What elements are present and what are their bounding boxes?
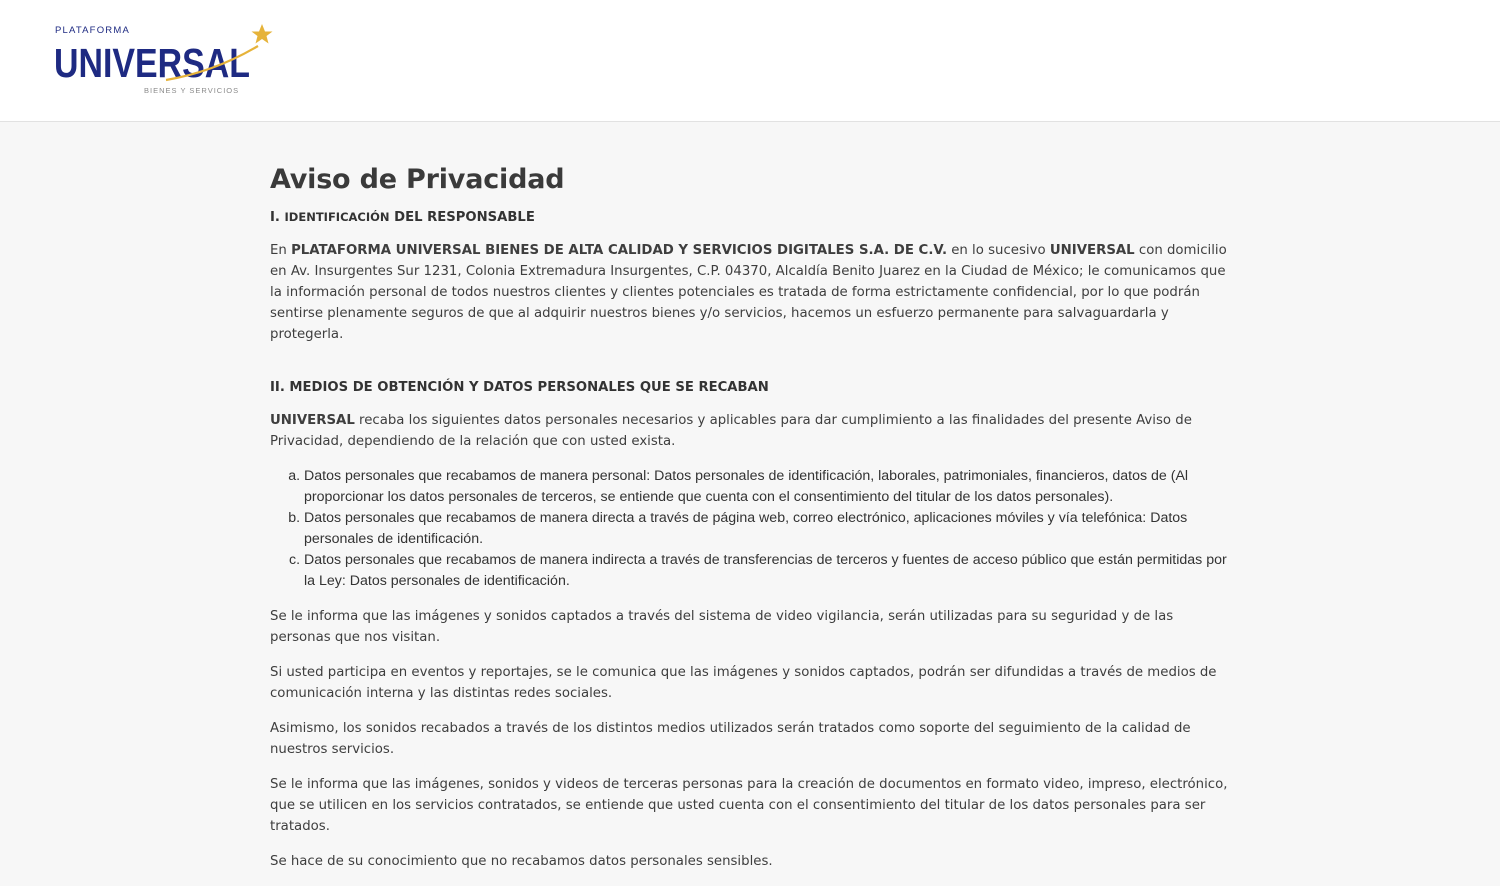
page-title: Aviso de Privacidad	[270, 164, 565, 195]
sensitive-data-paragraph: Se hace de su conocimiento que no recabamos datos personales sensibles.	[270, 854, 773, 869]
logo-top-text: PLATAFORMA	[55, 25, 130, 36]
data-collection-list	[270, 466, 1230, 592]
list-item: c. Datos personales que recabamos de manera indirecta a través de transferencias de terceros y fuentes de acceso público que están permitidas por la Ley: Datos personales de identificación.	[304, 550, 1230, 592]
s1-text-1: En	[270, 243, 292, 258]
events-paragraph: Si usted participa en eventos y reportajes, se le comunica que las imágenes y sonidos captados, podrán ser difundidas a través de medios de comunicación interna y las distintas redes sociales.	[270, 665, 1217, 701]
s1-text-3: con domicilio en Av. Insurgentes Sur 1231, Colonia Extremadura Insurgentes, C.P. 04370, Alcaldía Benito Juarez en la Ciudad de México; le comunicamos que la información personal de todos nuestros clientes y clientes potenciales es tratada de forma estrictamente confidencial, por lo que podrán sentirse plenamente seguros de que al adquirir nuestros bienes y/o servicios, hacemos un esfuerzo permanente para salvaguardarla y protegerla.	[270, 243, 1227, 342]
section-1-title	[270, 208, 1230, 227]
section-2-title	[270, 379, 1230, 397]
video-surveillance-paragraph: Se le informa que las imágenes y sonidos captados a través del sistema de video vigilancia, serán utilizadas para su seguridad y de las personas que nos visitan.	[270, 609, 1174, 645]
privacy-notice-content	[270, 162, 1230, 886]
section-1-title-rest: DEL RESPONSABLE	[394, 210, 535, 225]
company-short-name: UNIVERSAL	[1049, 243, 1135, 258]
section-2-numeral: II.	[270, 380, 285, 395]
company-legal-name: PLATAFORMA UNIVERSAL BIENES DE ALTA CALIDAD Y SERVICIOS DIGITALES S.A. DE C.V.	[291, 243, 947, 258]
logo-sub-text: BIENES Y SERVICIOS	[144, 86, 240, 95]
section-1-numeral: I.	[270, 210, 280, 225]
s1-text-2: en lo sucesivo	[947, 243, 1050, 258]
third-party-media-paragraph: Se le informa que las imágenes, sonidos y videos de terceras personas para la creación de documentos en formato video, impreso, electrónico, que se utilicen en los servicios contratados, se entiende que usted cuenta con el consentimiento del titular de los datos personales para ser tratados.	[270, 777, 1228, 834]
section-spacer	[270, 359, 1230, 379]
sound-quality-paragraph: Asimismo, los sonidos recabados a través de los distintos medios utilizados serán tratados como soporte del seguimiento de la calidad de nuestros servicios.	[270, 721, 1191, 757]
logo-graphic	[54, 22, 274, 98]
section-2-title-text: MEDIOS DE OBTENCIÓN Y DATOS PERSONALES QUE SE RECABAN	[289, 380, 769, 395]
brand-logo[interactable]	[54, 22, 274, 98]
s2-intro-text: recaba los siguientes datos personales necesarios y aplicables para dar cumplimiento a las finalidades del presente Aviso de Privacidad, dependiendo de la relación que con usted exista.	[270, 413, 1192, 449]
s2-company-name: UNIVERSAL	[270, 413, 355, 428]
section-2-intro	[270, 410, 1230, 452]
list-item: a. Datos personales que recabamos de manera personal: Datos personales de identificación, laborales, patrimoniales, financieros, datos de (Al proporcionar los datos personales de terceros, se entiende que cuenta con el consentimiento del titular de los datos personales).	[304, 466, 1230, 508]
site-header	[0, 0, 1500, 122]
section-1-paragraph	[270, 240, 1230, 345]
list-item: b. Datos personales que recabamos de manera directa a través de página web, correo electrónico, aplicaciones móviles y vía telefónica: Datos personales de identificación.	[304, 508, 1230, 550]
star-icon	[252, 24, 273, 44]
logo-main-text: UNIVERSAL	[54, 40, 250, 86]
section-1-title-small: IDENTIFICACIÓN	[284, 210, 390, 224]
